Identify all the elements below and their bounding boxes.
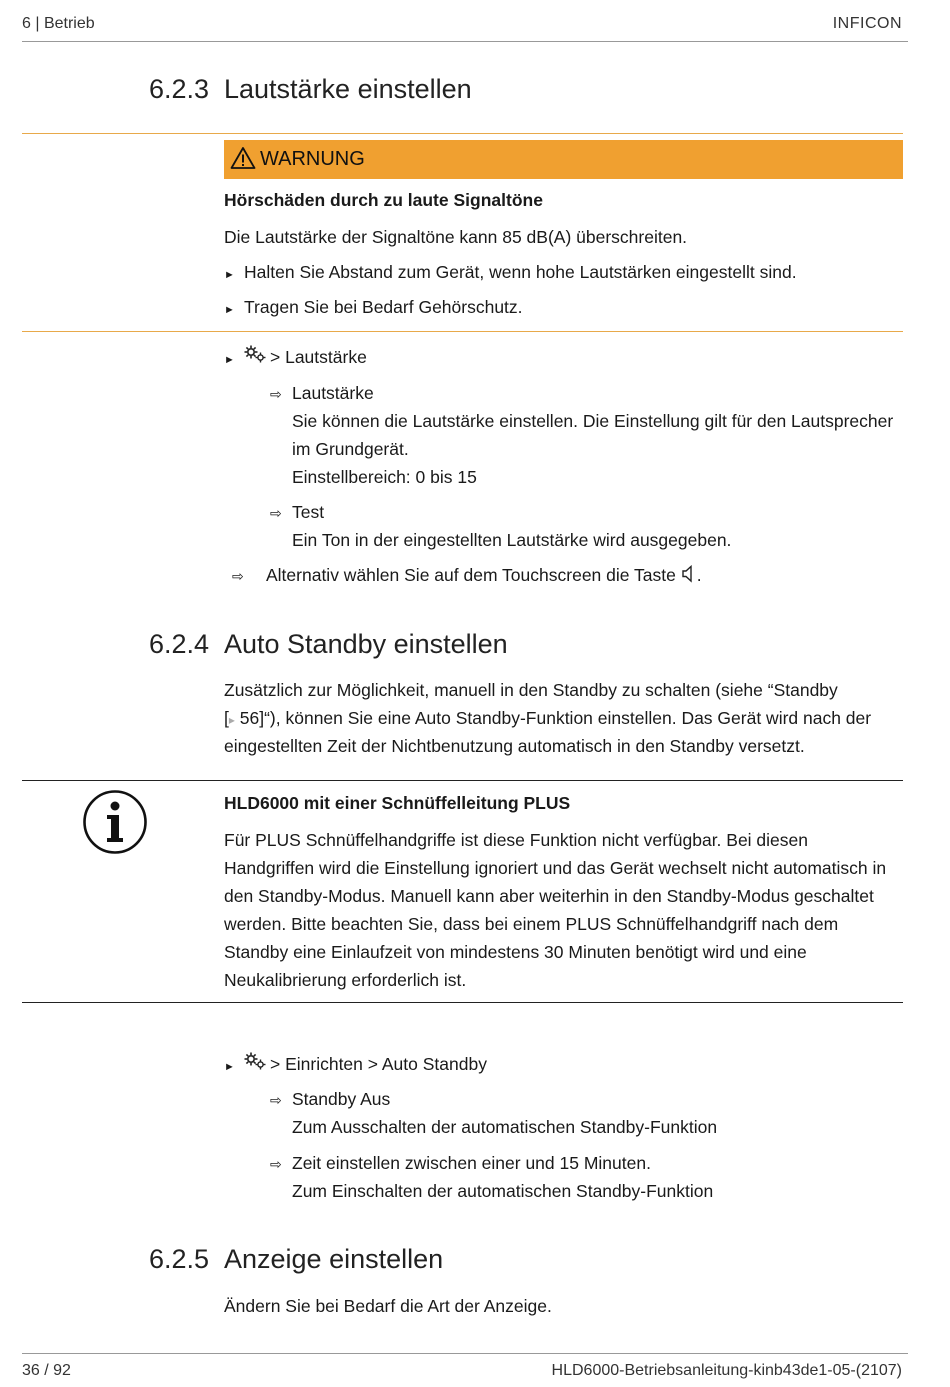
result-arrow-icon: ⇨ — [232, 568, 244, 584]
section-number-623: 6.2.3 — [149, 74, 210, 104]
option-test-title: ⇨ Test — [270, 498, 324, 527]
warning-top-rule — [22, 133, 903, 134]
intro-624-line-2: [▸ 56]“), können Sie eine Auto Standby-Funktion einstellen. Das Gerät wird nach der — [224, 708, 872, 728]
info-line-6: Neukalibrierung erforderlich ist. — [224, 970, 467, 990]
header-rule — [22, 41, 908, 42]
step-bullet-icon: ► — [224, 1061, 235, 1073]
warning-step-1: ► Halten Sie Abstand zum Gerät, wenn hohe Lautstärken eingestellt sind. — [224, 258, 797, 289]
warning-icon — [230, 146, 256, 175]
warning-label: WARNUNG — [260, 148, 365, 170]
footer-document-id: HLD6000-Betriebsanleitung-kinb43de1-05-(2107) — [551, 1362, 902, 1379]
result-arrow-icon: ⇨ — [270, 505, 282, 521]
option-standby-time-desc: Zum Einschalten der automatischen Standby-Funktion — [292, 1181, 714, 1201]
info-line-2: Handgriffen wird die Einstellung ignoriert und das Gerät wechselt nicht automatisch in — [224, 858, 887, 878]
result-arrow-icon: ⇨ — [270, 1156, 282, 1172]
footer-page-number: 36 / 92 — [22, 1362, 71, 1379]
section-title-625: Anzeige einstellen — [224, 1244, 444, 1274]
option-test-desc: Ein Ton in der eingestellten Lautstärke wird ausgegeben. — [292, 530, 732, 550]
option-volume-desc-2: im Grundgerät. — [292, 439, 409, 459]
section-number-625: 6.2.5 — [149, 1244, 210, 1274]
menu-path-623: ► > Lautstärke — [224, 343, 367, 374]
info-heading: HLD6000 mit einer Schnüffelleitung PLUS — [224, 793, 571, 813]
warning-text: Die Lautstärke der Signaltöne kann 85 dB(A) überschreiten. — [224, 227, 688, 247]
warning-banner — [224, 140, 903, 179]
result-arrow-icon: ⇨ — [270, 1092, 282, 1108]
step-bullet-icon: ► — [224, 354, 235, 366]
gears-icon — [244, 1052, 268, 1080]
intro-624-line-1: Zusätzlich zur Möglichkeit, manuell in den Standby zu schalten (siehe “Standby — [224, 680, 838, 700]
section-title-624: Auto Standby einstellen — [224, 629, 508, 659]
warning-bottom-rule — [22, 331, 903, 332]
section-number-624: 6.2.4 — [149, 629, 210, 659]
info-line-4: werden. Bitte beachten Sie, dass bei einem PLUS Schnüffelhandgriff nach dem — [224, 914, 839, 934]
step-bullet-icon: ► — [224, 269, 235, 281]
info-icon — [82, 789, 148, 860]
intro-625: Ändern Sie bei Bedarf die Art der Anzeige. — [224, 1296, 552, 1316]
speaker-icon — [681, 563, 697, 591]
warning-step-2: ► Tragen Sie bei Bedarf Gehörschutz. — [224, 293, 523, 324]
intro-624-line-3: eingestellten Zeit der Nichtbenutzung automatisch in den Standby versetzt. — [224, 736, 805, 756]
option-volume-desc-1: Sie können die Lautstärke einstellen. Die Einstellung gilt für den Lautsprecher — [292, 411, 894, 431]
info-bottom-rule — [22, 1002, 903, 1003]
option-standby-off-desc: Zum Ausschalten der automatischen Standby-Funktion — [292, 1117, 718, 1137]
info-line-1: Für PLUS Schnüffelhandgriffe ist diese Funktion nicht verfügbar. Bei diesen — [224, 830, 809, 850]
gears-icon — [244, 345, 268, 373]
info-line-5: Standby eine Einlaufzeit von mindestens 30 Minuten benötigt wird und eine — [224, 942, 807, 962]
section-title-623: Lautstärke einstellen — [224, 74, 472, 104]
cross-reference-icon: ▸ — [228, 713, 235, 727]
result-arrow-icon: ⇨ — [270, 386, 282, 402]
footer-rule — [22, 1353, 908, 1354]
option-volume-range: Einstellbereich: 0 bis 15 — [292, 467, 477, 487]
header-chapter: 6 | Betrieb — [22, 15, 95, 32]
info-top-rule — [22, 780, 903, 781]
step-bullet-icon: ► — [224, 304, 235, 316]
option-standby-time-title: ⇨ Zeit einstellen zwischen einer und 15 Minuten. — [270, 1149, 651, 1178]
option-volume-title: ⇨ Lautstärke — [270, 379, 374, 408]
info-line-3: den Standby-Modus. Manuell kann aber weiterhin in den Standby-Modus geschaltet — [224, 886, 874, 906]
header-brand: INFICON — [832, 15, 902, 32]
alternative-note: ⇨ Alternativ wählen Sie auf dem Touchscreen die Taste . — [232, 561, 702, 591]
menu-path-624: ► > Einrichten > Auto Standby — [224, 1050, 487, 1081]
warning-heading: Hörschäden durch zu laute Signaltöne — [224, 190, 543, 210]
cross-reference-link[interactable]: 56]“), können Sie eine Auto Standby-Funktion einstellen. Das Gerät wird nach der — [234, 708, 872, 728]
option-standby-off-title: ⇨ Standby Aus — [270, 1085, 390, 1114]
